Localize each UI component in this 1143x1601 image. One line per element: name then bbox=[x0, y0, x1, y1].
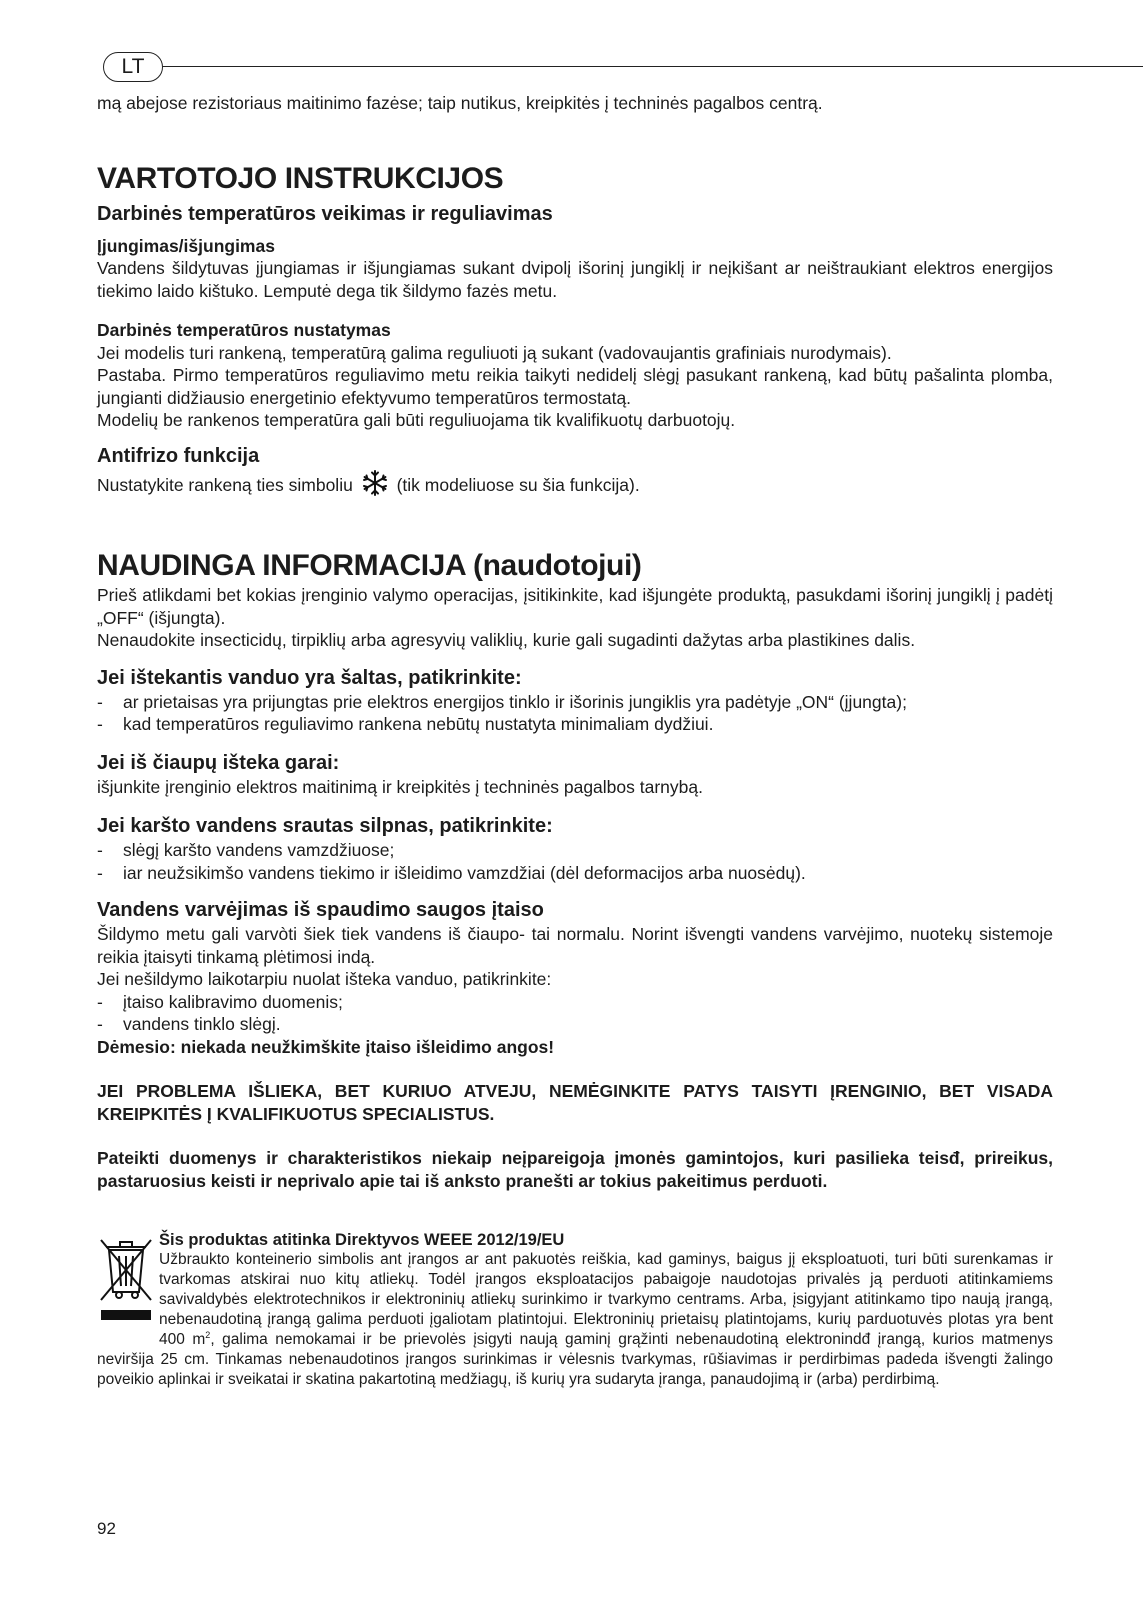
weee-sup: 2 bbox=[205, 1329, 211, 1340]
list-item: - kad temperatūros reguliavimo rankena nebūtų nustatyta minimaliam dydžiui. bbox=[97, 714, 714, 734]
caution-text: JEI PROBLEMA IŠLIEKA, BET KURIUO ATVEJU, NEMĖGINKITE PATYS TAISYTI ĮRENGINIO, BET VISADA KREIPKITĖS Į KVALIFIKUOTUS SPECIALISTUS. bbox=[97, 1081, 1053, 1124]
list-item: - ar prietaisas yra prijungtas prie elektros energijos tinklo ir išorinis jungiklis yra padėtyje „ON“ (įjungta); bbox=[97, 691, 907, 712]
flow-item-1: slėgį karšto vandens vamzdžiuose; bbox=[123, 840, 395, 860]
snowflake-icon bbox=[361, 469, 389, 503]
text-temperature-2: Pastaba. Pirmo temperatūros reguliavimo metu reikia taikyti nedidelį slėgį pasukant rankeną, kad būtų pašalinta plomba, jungianti didžiausio energetinio efektyvumo temperatūros termostatą. bbox=[97, 365, 1053, 408]
subtitle-temperature-operation: Darbinės temperatūros veikimas ir reguliavimas bbox=[97, 202, 553, 225]
text-drip-2: Jei nešildymo laikotarpiu nuolat išteka vanduo, patikrinkite: bbox=[97, 969, 552, 989]
heading-antifreeze: Antifrizo funkcija bbox=[97, 444, 260, 467]
intro-text: mą abejose rezistoriaus maitinimo fazėse; taip nutikus, kreipkitės į techninės pagalbos centrą. bbox=[97, 93, 823, 113]
text-antifreeze bbox=[97, 469, 1053, 503]
crossed-bin-icon bbox=[97, 1234, 155, 1320]
flow-item-2: iar neužsikimšo vandens tiekimo ir išleidimo vamzdžiai (dėl deformacijos arba nuosėdų). bbox=[123, 862, 806, 883]
section-title-user-instructions: VARTOTOJO INSTRUKCIJOS bbox=[97, 161, 504, 195]
heading-weak-flow: Jei karšto vandens srautas silpnas, patikrinkite: bbox=[97, 815, 553, 837]
header-rule bbox=[160, 66, 1143, 67]
heading-cold-water: Jei ištekantis vanduo yra šaltas, patikrinkite: bbox=[97, 666, 522, 689]
cold-item-2: kad temperatūros reguliavimo rankena nebūtų nustatyta minimaliam dydžiui. bbox=[123, 714, 714, 734]
weee-notice bbox=[97, 1230, 1053, 1390]
text-temperature-3: Modelių be rankenos temperatūra gali būti reguliuojama tik kvalifikuotų darbuotojų. bbox=[97, 410, 736, 430]
antifreeze-text-pre: Nustatykite rankeną ties simboliu bbox=[97, 474, 353, 495]
weee-text-a: Užbraukto konteinerio simbolis ant įrangos ar ant pakuotės reiškia, kad gaminys, baigus jį eksploatuoti, turi būti surenkamas ir tvarkomas atskirai nuo kitų atliekų. Todėl įrangos eksploatacijos pabaigoje naudotojas privalės ją perduoti atitinkamiems savivaldybės elektrotechnikos ir elektroninių atliekų surinkimo ir tvarkymo centrams. Arba, įsigyjant atitinkamo tipo naują įrangą, nebenaudotiną įrangą galima perduoti įgaliotam platintojui. Elektroninių prietaisų platintojams, kurių parduotuvės plotas yra bent 400 m bbox=[159, 1251, 1053, 1348]
heading-on-off: Įjungimas/išjungimas bbox=[97, 235, 275, 256]
text-drip-1: Šildymo metu gali varvòti šiek tiek vandens iš čiaupo- tai normalu. Norint išvengti vandens varvėjimo, nuotekų sistemoje reikia įtaisyti tinkamą plėtimosi indą. bbox=[97, 924, 1053, 967]
drip-warning: Dėmesio: niekada neužkimškite įtaiso išleidimo angos! bbox=[97, 1036, 555, 1057]
disclaimer-text: Pateikti duomenys ir charakteristikos niekaip neįpareigoja įmonės gamintojos, kuri pasilieka teisđ, prireikus, pastaruosius keisti ir neprivalo apie tai iš anksto pranešti ar tokius pakeitimus perduoti. bbox=[97, 1148, 1053, 1191]
list-item: - slėgį karšto vandens vamzdžiuose; bbox=[97, 840, 395, 860]
drip-item-1: įtaiso kalibravimo duomenis; bbox=[123, 991, 343, 1012]
heading-steam: Jei iš čiaupų išteka garai: bbox=[97, 751, 340, 774]
text-steam: išjunkite įrenginio elektros maitinimą ir kreipkitės į techninės pagalbos tarnybą. bbox=[97, 776, 703, 797]
drip-item-2: vandens tinklo slėgį. bbox=[123, 1014, 281, 1034]
language-badge: LT bbox=[103, 52, 163, 82]
heading-dripping: Vandens varvėjimas iš spaudimo saugos įtaiso bbox=[97, 899, 544, 921]
page-number: 92 bbox=[97, 1519, 116, 1538]
list-item: - iar neužsikimšo vandens tiekimo ir išleidimo vamzdžiai (dėl deformacijos arba nuosėdų). bbox=[97, 862, 806, 883]
text-info-1: Prieš atlikdami bet kokias įrenginio valymo operacijas, įsitikinkite, kad išjungėte produktą, pasukdami išorinį jungiklį į padėtį „OFF“ (išjungta). bbox=[97, 585, 1053, 628]
page-content bbox=[97, 92, 1053, 1390]
text-temperature-1: Jei modelis turi rankeną, temperatūrą galima reguliuoti ją sukant (vadovaujantis grafiniais nurodymais). bbox=[97, 342, 892, 363]
heading-temperature-setting: Darbinės temperatūros nustatymas bbox=[97, 320, 391, 340]
weee-text bbox=[97, 1250, 1053, 1390]
weee-title: Šis produktas atitinka Direktyvos WEEE 2012/19/EU bbox=[159, 1231, 565, 1249]
text-info-2: Nenaudokite insecticidų, tirpiklių arba agresyvių valiklių, kurie gali sugadinti dažytas arba plastikines dalis. bbox=[97, 630, 916, 650]
weee-text-b: , galima nemokamai ir be prievolės įsigyti naują gaminį grąžinti nebenaudotiną elektronindđ įrangą, kurios matmenys neviršija 25 cm. Tinkamas nebenaudotinos įrangos surinkimas ir vėlesnis tvarkymas, rūšiavimas ir perdirbimas padeda išvengti žalingo poveikio aplinkai ir sveikatai ir skatina pakartotiną medžiagų, iš kurių yra sudaryta įranga, panaudojimą ir (arba) perdirbimą. bbox=[97, 1331, 1053, 1388]
antifreeze-text-post: (tik modeliuose su šia funkcija). bbox=[396, 474, 640, 495]
section-title-useful-info: NAUDINGA INFORMACIJA (naudotojui) bbox=[97, 549, 642, 582]
list-item: - įtaiso kalibravimo duomenis; bbox=[97, 991, 343, 1012]
list-item: - vandens tinklo slėgį. bbox=[97, 1014, 281, 1034]
text-on-off: Vandens šildytuvas įjungiamas ir išjungiamas sukant dvipolį išorinį jungiklį ir neįkišant ar neištraukiant elektros energijos tiekimo laido kištuko. Lemputė dega tik šildymo fazės metu. bbox=[97, 258, 1053, 301]
cold-item-1: ar prietaisas yra prijungtas prie elektros energijos tinklo ir išorinis jungiklis yra padėtyje „ON“ (įjungta); bbox=[123, 691, 907, 712]
